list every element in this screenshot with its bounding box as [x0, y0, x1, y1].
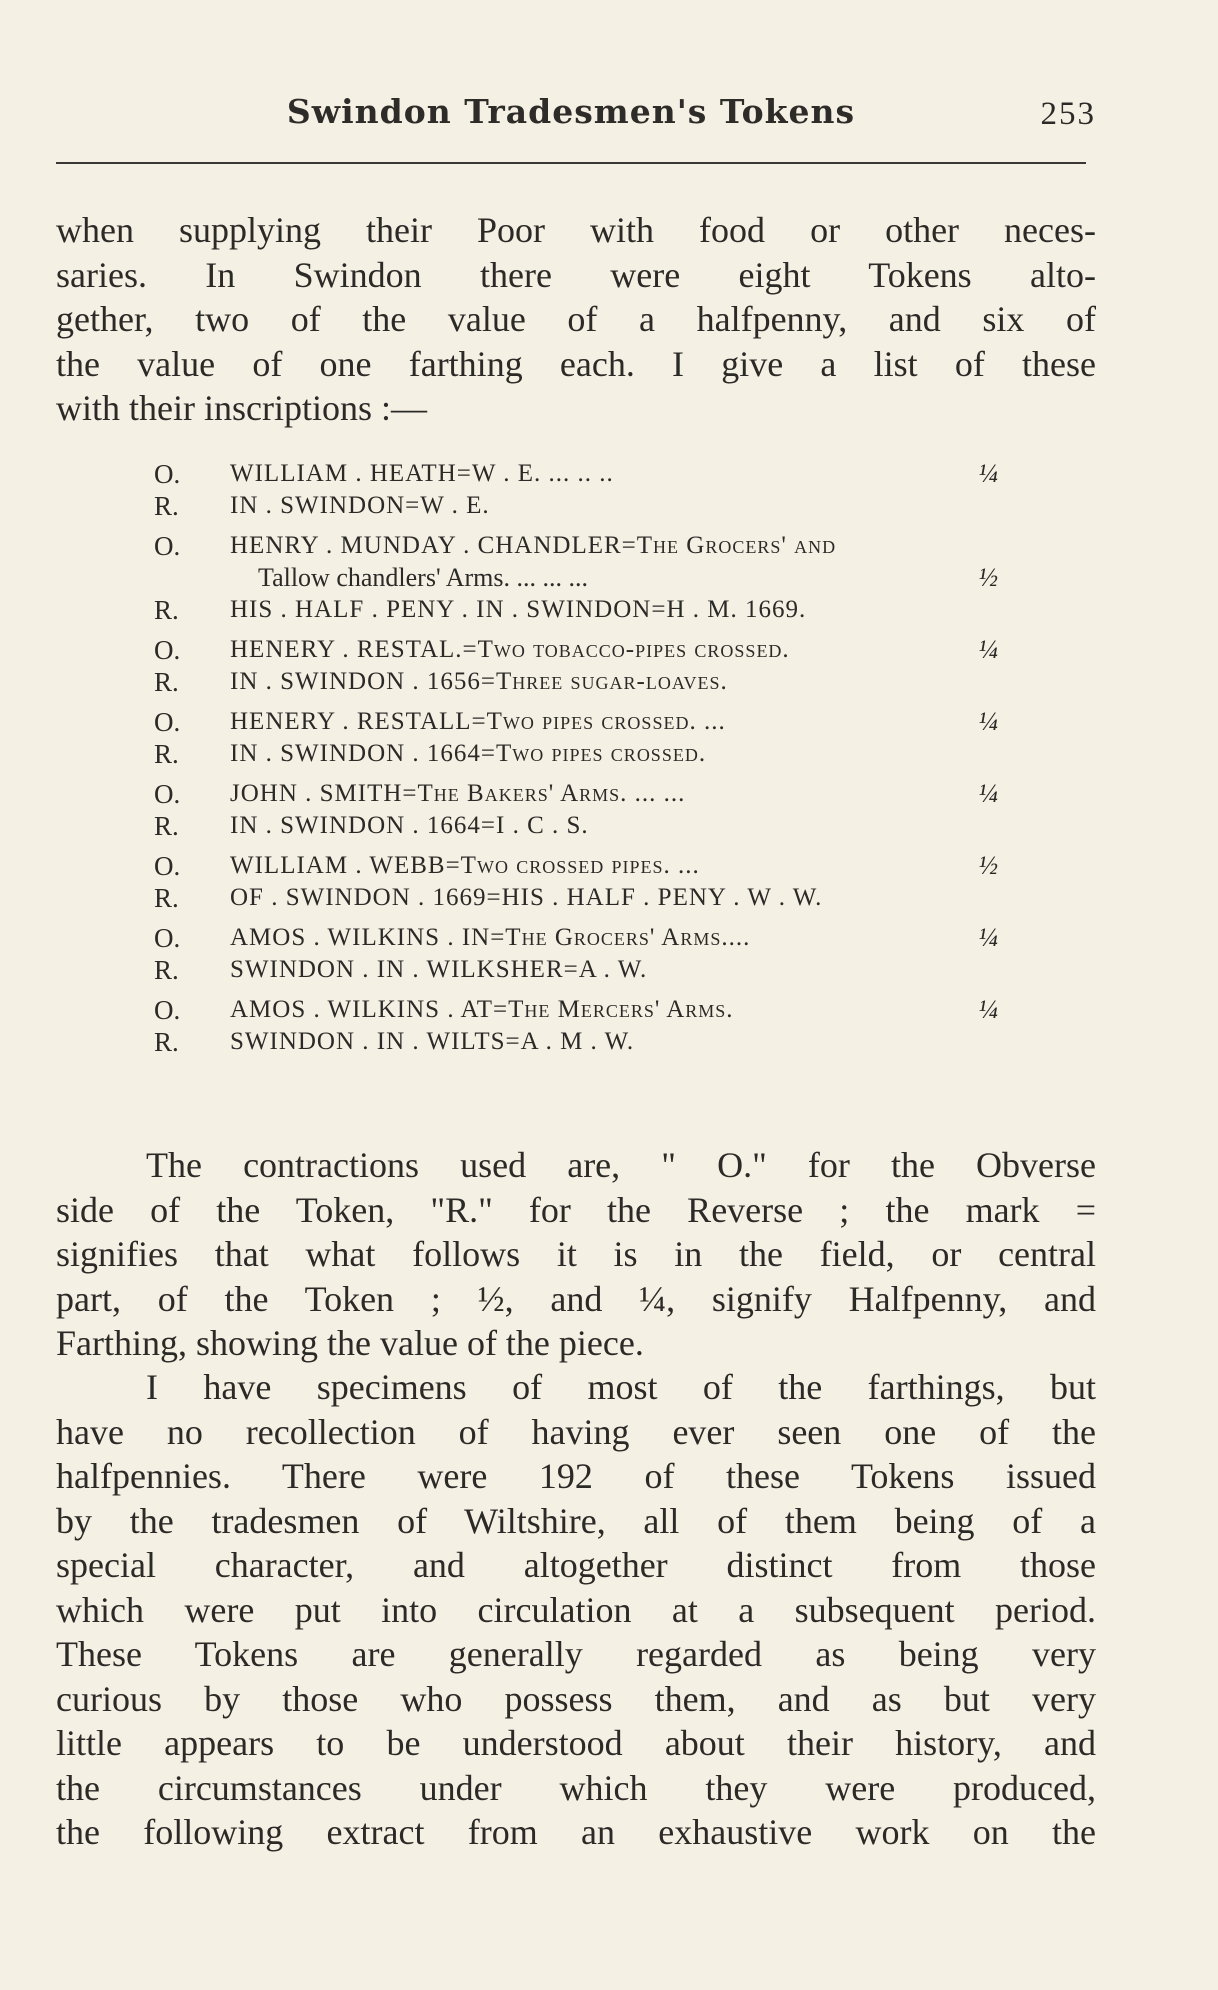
token-side: O. — [154, 851, 181, 881]
token-value: ¼ — [978, 995, 998, 1024]
text-line: the value of one farthing each. I give a list of these — [56, 343, 1096, 384]
token-list — [150, 458, 1010, 1066]
token-value: ¼ — [978, 459, 998, 488]
text-line: saries. In Swindon there were eight Tokens alto- — [56, 254, 1096, 295]
token-entry — [150, 634, 1010, 698]
text-line: curious by those who possess them, and as but very — [56, 1678, 1096, 1719]
token-side: R. — [154, 811, 179, 841]
text-line: by the tradesmen of Wiltshire, all of them being of a — [56, 1500, 1096, 1541]
token-inscription: JOHN . SMITH=The Bakers' Arms. ... ... — [230, 780, 686, 807]
token-side: R. — [154, 1027, 179, 1057]
text-line: little appears to be understood about their history, and — [56, 1723, 1096, 1763]
running-title: Swindon Tradesmen's Tokens — [286, 92, 856, 131]
token-side: R. — [154, 739, 179, 769]
token-side: R. — [154, 667, 179, 697]
text-line: side of the Token, "R." for the Reverse ; the mark = — [56, 1189, 1096, 1230]
token-entry — [150, 778, 1010, 842]
token-inscription: OF . SWINDON . 1669=HIS . HALF . PENY . W . W. — [230, 884, 823, 911]
text-line: the circumstances under which they were produced, — [56, 1767, 1096, 1808]
intro-paragraph — [56, 208, 1096, 431]
token-side: O. — [154, 635, 181, 665]
token-entry — [150, 922, 1010, 986]
token-inscription: SWINDON . IN . WILTS=A . M . W. — [230, 1028, 635, 1055]
token-side: R. — [154, 595, 179, 625]
text-line: I have specimens of most of the farthings, but — [146, 1367, 1096, 1407]
token-entry — [150, 530, 1010, 626]
token-inscription: IN . SWINDON=W . E. — [230, 492, 490, 519]
token-inscription: WILLIAM . HEATH=W . E. ... .. .. — [230, 460, 614, 487]
running-head — [56, 92, 1096, 140]
text-line: special character, and altogether distinct from those — [56, 1545, 1096, 1585]
text-line: Farthing, showing the value of the piece. — [56, 1323, 644, 1363]
token-value: ¼ — [978, 779, 998, 808]
token-entry — [150, 458, 1010, 522]
token-entry — [150, 850, 1010, 914]
token-inscription: IN . SWINDON . 1664=I . C . S. — [230, 812, 589, 839]
text-line: the following extract from an exhaustive work on the — [56, 1812, 1096, 1852]
token-side: R. — [154, 883, 179, 913]
token-side: R. — [154, 491, 179, 521]
token-inscription: HIS . HALF . PENY . IN . SWINDON=H . M. 1669. — [230, 596, 807, 623]
token-inscription: AMOS . WILKINS . IN=The Grocers' Arms.... — [230, 924, 751, 951]
token-entry — [150, 706, 1010, 770]
token-inscription: SWINDON . IN . WILKSHER=A . W. — [230, 956, 648, 983]
contractions-paragraph — [56, 1143, 1096, 1366]
token-side: O. — [154, 459, 181, 489]
text-line: gether, two of the value of a halfpenny, and six of — [56, 299, 1096, 339]
text-line: The contractions used are, " O." for the Obverse — [146, 1145, 1096, 1185]
token-inscription: WILLIAM . WEBB=Two crossed pipes. ... — [230, 852, 700, 879]
token-side: O. — [154, 707, 181, 737]
token-side: O. — [154, 779, 181, 809]
text-line: which were put into circulation at a subsequent period. — [56, 1589, 1096, 1630]
text-line: signifies that what follows it is in the field, or central — [56, 1234, 1096, 1274]
token-side: O. — [154, 531, 181, 561]
token-value: ½ — [978, 563, 998, 592]
token-inscription: HENERY . RESTALL=Two pipes crossed. ... — [230, 708, 726, 735]
token-entry — [150, 994, 1010, 1058]
token-side: R. — [154, 955, 179, 985]
text-line: have no recollection of having ever seen one of the — [56, 1411, 1096, 1452]
text-line: with their inscriptions :— — [56, 388, 427, 428]
header-rule — [56, 162, 1086, 164]
text-line: These Tokens are generally regarded as being very — [56, 1634, 1096, 1674]
text-line: halfpennies. There were 192 of these Tokens issued — [56, 1456, 1096, 1496]
token-inscription: IN . SWINDON . 1656=Three sugar-loaves. — [230, 668, 728, 695]
token-value: ½ — [978, 851, 998, 880]
text-line: part, of the Token ; ½, and ¼, signify Halfpenny, and — [56, 1278, 1096, 1319]
token-value: ¼ — [978, 707, 998, 736]
token-value: ¼ — [978, 635, 998, 664]
specimens-paragraph — [56, 1365, 1096, 1855]
token-inscription: AMOS . WILKINS . AT=The Mercers' Arms. — [230, 996, 734, 1023]
token-side: O. — [154, 995, 181, 1025]
token-inscription: IN . SWINDON . 1664=Two pipes crossed. — [230, 740, 707, 767]
token-side: O. — [154, 923, 181, 953]
token-value: ¼ — [978, 923, 998, 952]
token-inscription: HENRY . MUNDAY . CHANDLER=The Grocers' and — [230, 532, 837, 559]
token-inscription: HENERY . RESTAL.=Two tobacco-pipes crossed. — [230, 636, 790, 663]
token-inscription: Tallow chandlers' Arms. ... ... ... — [258, 563, 588, 592]
text-line: when supplying their Poor with food or other neces- — [56, 210, 1096, 250]
page-number: 253 — [1040, 96, 1096, 132]
